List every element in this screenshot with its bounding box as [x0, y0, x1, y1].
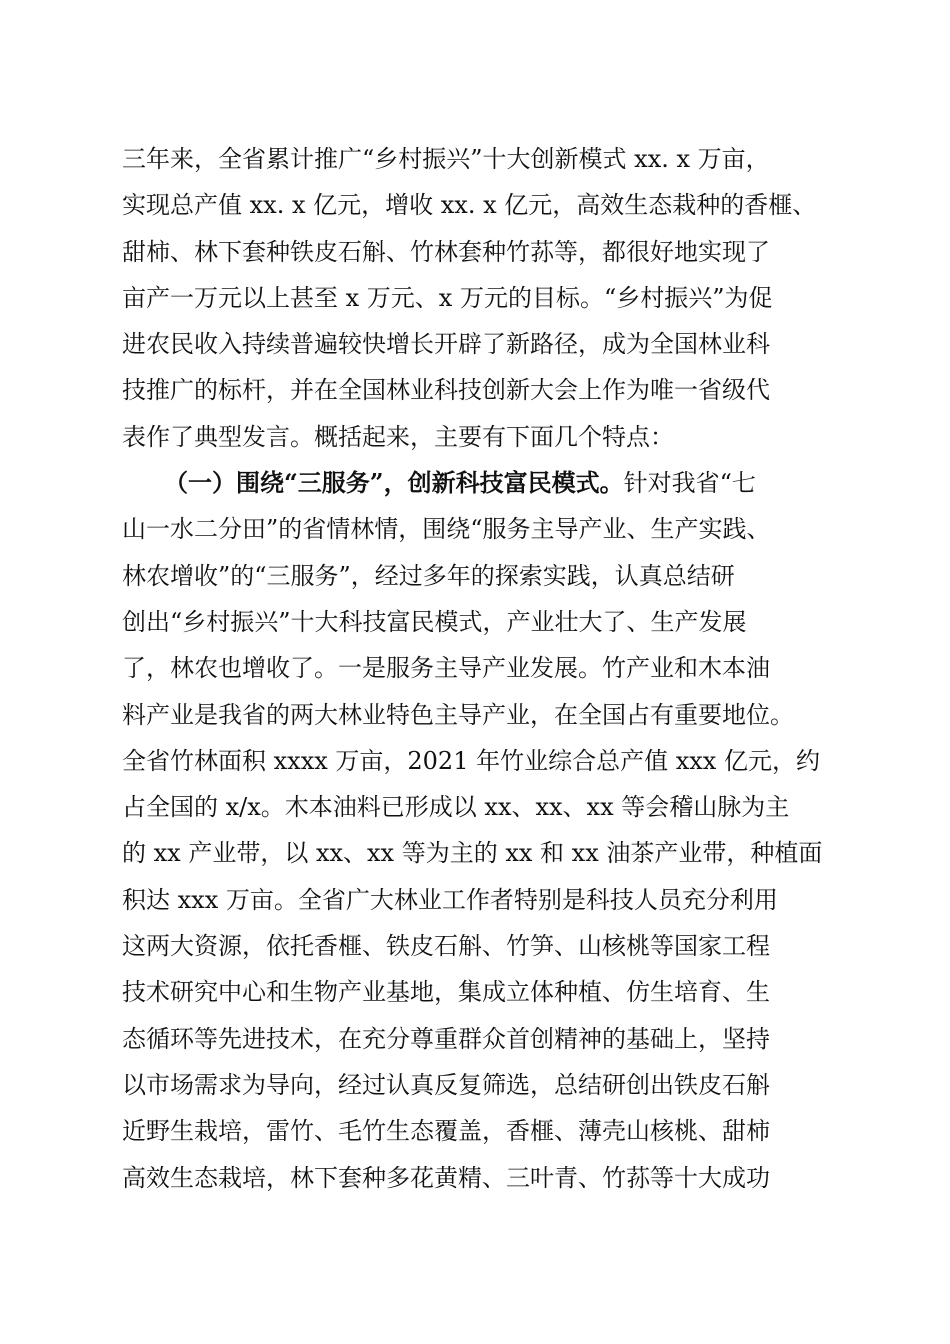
section-first-line-text: 针对我省“七: [623, 469, 756, 498]
text-line: 积达 xxx 万亩。全省广大林业工作者特别是科技人员充分利用: [122, 885, 778, 914]
section-heading: （一）围绕“三服务”，创新科技富民模式。: [164, 468, 624, 498]
text-line: 甜柿、林下套种铁皮石斛、竹林套种竹荪等，都很好地实现了: [122, 237, 770, 266]
text-line: 山一水二分田”的省情林情，围绕“服务主导产业、生产实践、: [122, 515, 771, 544]
text-line: 表作了典型发言。概括起来，主要有下面几个特点：: [122, 422, 674, 451]
paragraph-section-one: [122, 460, 842, 1201]
text-line: 近野生栽培，雷竹、毛竹生态覆盖，香榧、薄壳山核桃、甜柿: [122, 1117, 770, 1146]
text-line: 创出“乡村振兴”十大科技富民模式，产业壮大了、生产发展: [122, 607, 747, 636]
text-line: 态循环等先进技术，在充分尊重群众首创精神的基础上，坚持: [122, 1024, 770, 1053]
text-line: 进农民收入持续普遍较快增长开辟了新路径，成为全国林业科: [122, 330, 770, 359]
text-line: 料产业是我省的两大林业特色主导产业，在全国占有重要地位。: [122, 700, 794, 729]
text-line: 了，林农也增收了。一是服务主导产业发展。竹产业和木本油: [122, 654, 770, 683]
text-line: 亩产一万元以上甚至 x 万元、x 万元的目标。“乡村振兴”为促: [122, 283, 773, 312]
text-line: 的 xx 产业带，以 xx、xx 等为主的 xx 和 xx 油茶产业带，种植面: [122, 839, 823, 868]
text-line: 以市场需求为导向，经过认真反复筛选，总结研创出铁皮石斛: [122, 1070, 770, 1099]
text-line: 技推广的标杆，并在全国林业科技创新大会上作为唯一省级代: [122, 376, 770, 405]
section-first-line: [122, 460, 842, 506]
text-line: 全省竹林面积 xxxx 万亩，2021 年竹业综合总产值 xxx 亿元，约: [122, 746, 820, 775]
text-line: 三年来，全省累计推广“乡村振兴”十大创新模式 xx. x 万亩，: [122, 145, 770, 173]
text-line: 林农增收”的“三服务”，经过多年的探索实践，认真总结研: [122, 561, 735, 590]
document-body: [122, 136, 842, 1201]
text-line: 这两大资源，依托香榧、铁皮石斛、竹笋、山核桃等国家工程: [122, 932, 770, 961]
text-line: 技术研究中心和生物产业基地，集成立体种植、仿生培育、生: [122, 978, 770, 1007]
text-line: 高效生态栽培，林下套种多花黄精、三叶青、竹荪等十大成功: [122, 1163, 770, 1192]
paragraph-summary: [122, 136, 842, 460]
text-line: 占全国的 x/x。木本油料已形成以 xx、xx、xx 等会稽山脉为主: [122, 793, 790, 822]
text-line: 实现总产值 xx. x 亿元，增收 xx. x 亿元，高效生态栽种的香榧、: [122, 191, 817, 220]
